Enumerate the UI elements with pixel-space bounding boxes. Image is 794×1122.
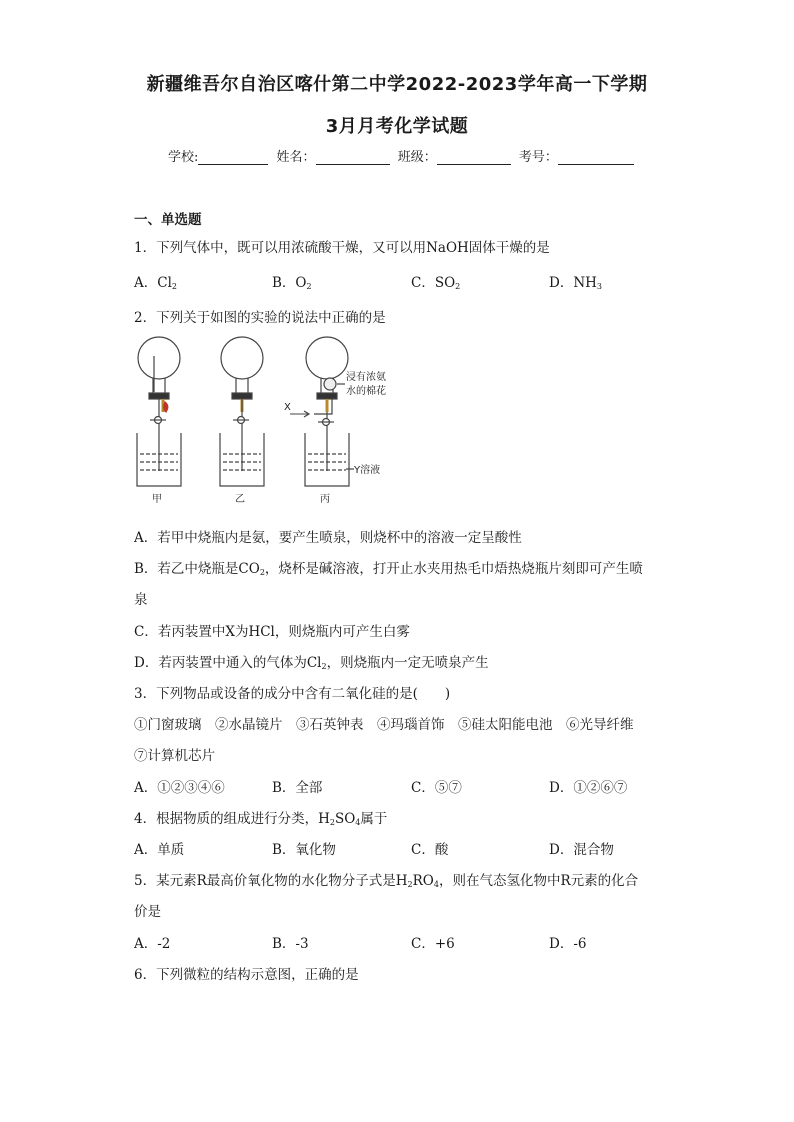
school-blank[interactable] — [198, 150, 268, 165]
name-blank[interactable] — [316, 150, 390, 165]
name-label: 姓名： — [276, 150, 316, 165]
q4-option-c: C．酸 — [411, 842, 449, 858]
q3-stem: 3．下列物品或设备的成分中含有二氧化硅的是( ) — [134, 686, 451, 702]
apparatus-bing — [290, 337, 354, 486]
q2-option-c: C．若丙装置中X为HCl，则烧瓶内可产生白雾 — [134, 624, 410, 640]
q4-stem: 4．根据物质的组成进行分类，$H_2SO_4$属于 — [134, 811, 388, 827]
q1-option-a: A．$Cl_2$ — [134, 275, 177, 291]
q2-option-d: D．若丙装置中通入的气体为$Cl_2$，则烧瓶内一定无喷泉产生 — [134, 655, 489, 671]
exam-title-line1: 新疆维吾尔自治区喀什第二中学2022-2023学年高一下学期 — [146, 74, 648, 95]
figure-label-x: X — [284, 402, 291, 413]
q2-stem: 2．下列关于如图的实验的说法中正确的是 — [134, 310, 386, 326]
number-label: 考号： — [518, 150, 558, 165]
q5-stem-continued: 价是 — [134, 904, 161, 920]
q1-option-b: B．$O_2$ — [272, 275, 312, 291]
school-label: 学校: — [168, 150, 199, 165]
figure-label-jia: 甲 — [152, 494, 162, 505]
section-title: 一、单选题 — [134, 212, 202, 228]
q3-option-b: B．全部 — [272, 780, 323, 796]
q4-option-d: D．混合物 — [549, 842, 614, 858]
class-blank[interactable] — [437, 150, 511, 165]
figure-label-yi: 乙 — [235, 494, 245, 505]
fountain-experiment-figure — [132, 336, 432, 508]
q4-option-a: A．单质 — [134, 842, 185, 858]
class-label: 班级： — [397, 150, 437, 165]
q4-option-b: B．氧化物 — [272, 842, 336, 858]
q2-option-b-continued: 泉 — [134, 592, 148, 608]
q3-option-a: A．①②③④⑥ — [134, 780, 225, 796]
q5-option-c: C．+6 — [411, 936, 455, 952]
q1-stem: 1．下列气体中，既可以用浓硫酸干燥，又可以用NaOH固体干燥的是 — [134, 240, 550, 256]
q6-stem: 6．下列微粒的结构示意图，正确的是 — [134, 967, 359, 983]
q1-option-c: C．$SO_2$ — [411, 275, 461, 291]
q2-option-a: A．若甲中烧瓶内是氨，要产生喷泉，则烧杯中的溶液一定呈酸性 — [134, 530, 522, 546]
q3-option-d: D．①②⑥⑦ — [549, 780, 628, 796]
number-blank[interactable] — [558, 150, 634, 165]
q5-option-a: A．-2 — [134, 936, 171, 952]
figure-label-cotton-1: 浸有浓氨 — [346, 372, 386, 383]
q3-items-line1: ①门窗玻璃 ②水晶镜片 ③石英钟表 ④玛瑙首饰 ⑤硅太阳能电池 ⑥光导纤维 — [134, 717, 634, 733]
q5-stem: 5．某元素R最高价氧化物的水化物分子式是$H_2RO_4$，则在气态氢化物中R元素的化合 — [134, 873, 639, 889]
q1-option-d: D．$NH_3$ — [549, 275, 603, 291]
q5-option-b: B．-3 — [272, 936, 309, 952]
student-info-row — [168, 146, 638, 165]
figure-label-cotton-2: 水的棉花 — [346, 386, 386, 397]
apparatus-jia — [137, 337, 181, 486]
apparatus-yi — [220, 337, 264, 486]
q3-option-c: C．⑤⑦ — [411, 780, 462, 796]
figure-label-y-solution: Y溶液 — [354, 465, 381, 476]
q5-option-d: D．-6 — [549, 936, 587, 952]
q2-option-b: B．若乙中烧瓶是$CO_2$，烧杯是碱溶液，打开止水夹用热毛巾焐热烧瓶片刻即可产生喷 — [134, 561, 643, 577]
q3-items-line2: ⑦计算机芯片 — [134, 748, 215, 764]
figure-label-bing: 丙 — [320, 494, 330, 505]
exam-title-line2: 3月月考化学试题 — [325, 116, 469, 137]
